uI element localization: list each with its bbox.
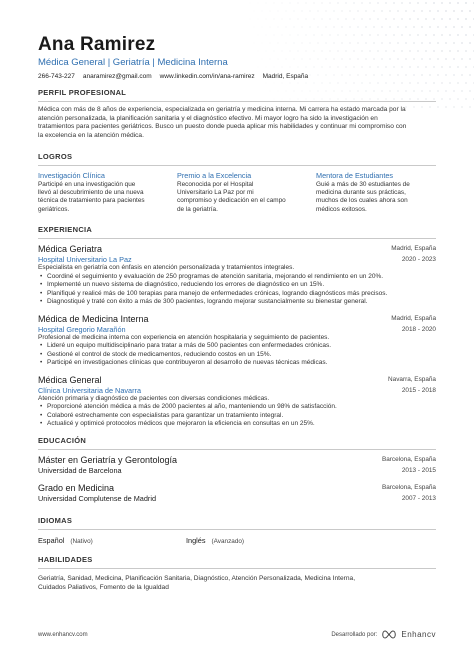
candidate-subtitle: Médica General | Geriatría | Medicina Interna — [38, 57, 228, 68]
job-organization: Clínica Universitaria de Navarra — [38, 385, 142, 395]
section-title: EDUCACIÓN — [38, 436, 436, 450]
achievement-line: compromiso y dedicación en el campo — [177, 197, 286, 205]
location: Madrid, España — [262, 73, 309, 80]
achievement-title: Mentora de Estudiantes — [316, 171, 394, 180]
education-section — [38, 436, 436, 503]
achievement-item — [316, 171, 436, 214]
school: Universidad de Barcelona — [38, 466, 122, 475]
achievement-line: de la geriatría. — [177, 205, 218, 213]
job-entry — [38, 375, 436, 429]
profile-section — [38, 88, 436, 141]
job-title: Médica de Medicina Interna — [38, 313, 149, 324]
footer-url-link[interactable]: www.enhancv.com — [38, 631, 88, 638]
experience-section — [38, 225, 436, 429]
job-dates: 2018 - 2020 — [401, 325, 436, 333]
job-location: Navarra, España — [388, 375, 436, 383]
section-title: LOGROS — [38, 152, 436, 166]
skills-line: Geriatría, Sanidad, Medicina, Planificación Sanitaria, Diagnóstico, Atención Personalizada, Medicina Interna, — [38, 575, 356, 582]
language-name: Inglés — [186, 536, 206, 545]
achievement-line: Guié a más de 30 estudiantes de — [316, 181, 410, 188]
education-location: Barcelona, España — [381, 456, 436, 463]
phone: 266-743-227 — [38, 73, 75, 80]
language-level: (Avanzado) — [211, 538, 245, 545]
skills-line: Cuidados Paliativos, Fomento de la Igualdad — [38, 583, 169, 591]
profile-line: tratamientos para pacientes geriátricos. Busco un puesto donde pueda aplicar mis habilidades y continuar mi compromiso con — [38, 123, 407, 131]
achievement-description — [316, 181, 436, 214]
education-location: Barcelona, España — [381, 484, 436, 491]
achievement-item — [38, 171, 158, 214]
achievement-line: médicos exitosos. — [316, 205, 367, 213]
achievement-description — [38, 181, 158, 214]
profile-line: Médica con más de 8 años de experiencia, especializada en geriatría y medicina interna. Mi carrera ha estado marcada por la — [38, 106, 406, 113]
section-title: PERFIL PROFESIONAL — [38, 88, 436, 102]
footer-logo-text: Enhancv — [401, 630, 436, 639]
job-organization: Hospital Gregorio Marañón — [38, 324, 126, 334]
job-bullet: • Lideré un equipo multidisciplinario para tratar a más de 500 pacientes con enfermedades crónicas. — [38, 342, 436, 351]
job-bullet: • Colaboré estrechamente con especialistas para garantizar un tratamiento integral. — [38, 412, 436, 421]
school: Universidad Complutense de Madrid — [38, 494, 157, 503]
job-title: Médica General — [38, 374, 102, 385]
job-location: Madrid, España — [391, 314, 436, 322]
job-description: Especialista en geriatría con énfasis en atención personalizada y tratamientos integrales. — [38, 264, 295, 271]
achievement-line: Participé en una investigación que — [38, 181, 136, 188]
job-dates: 2015 - 2018 — [401, 386, 436, 394]
linkedin-link[interactable]: www.linkedin.com/in/ana-ramirez — [159, 73, 255, 80]
section-title: IDIOMAS — [38, 516, 436, 530]
candidate-name: Ana Ramirez — [38, 34, 156, 55]
achievement-title: Investigación Clínica — [38, 171, 105, 180]
languages-row — [38, 536, 436, 545]
job-entry — [38, 314, 436, 368]
profile-summary — [38, 106, 436, 141]
resume-header — [38, 34, 438, 81]
profile-line: atención personalizada, la planificación sanitaria y el diagnóstico efectivo. Mi mayor logro ha sido la investigación en — [38, 114, 378, 122]
profile-line: la excelencia en la atención médica. — [38, 132, 144, 140]
education-dates: 2013 - 2015 — [401, 467, 436, 474]
achievement-title: Premio a la Excelencia — [177, 171, 252, 180]
job-bullet: • Proporcioné atención médica a más de 2000 pacientes al año, manteniendo un 98% de satisfacción. — [38, 403, 436, 412]
achievements-row — [38, 171, 436, 214]
job-bullet: • Implementé un nuevo sistema de diagnóstico, reduciendo los errores de diagnóstico en un 15%. — [38, 281, 436, 290]
education-entry — [38, 455, 436, 475]
skills-list — [38, 575, 436, 592]
degree: Grado en Medicina — [38, 483, 115, 493]
language-item — [38, 536, 186, 545]
email-link[interactable]: anaramirez@gmail.com — [82, 73, 152, 80]
footer-built-by: Desarrollado por: — [331, 631, 378, 638]
job-organization: Hospital Universitario La Paz — [38, 255, 132, 264]
job-bullet: • Planifiqué y realicé más de 100 terapias para manejo de enfermedades crónicas, logrando diagnósticos más precisos. — [38, 290, 436, 299]
section-title: HABILIDADES — [38, 555, 436, 569]
enhancv-logo-icon — [381, 630, 397, 639]
language-name: Español — [38, 536, 65, 545]
job-dates: 2020 - 2023 — [401, 256, 436, 263]
achievement-line: medicina durante sus prácticas, — [316, 189, 406, 197]
job-title: Médica Geriatra — [38, 244, 103, 254]
achievement-line: muchos de los cuales ahora son — [316, 197, 408, 205]
achievement-line: Universitario La Paz por mi — [177, 189, 254, 197]
job-bullet: • Diagnostiqué y traté con éxito a más de 300 pacientes, logrando mejorar sustancialmente su bienestar general. — [38, 298, 436, 307]
section-title: EXPERIENCIA — [38, 225, 436, 239]
education-dates: 2007 - 2013 — [401, 495, 436, 502]
job-bullets — [38, 273, 436, 307]
achievement-line: geriátricos. — [38, 205, 70, 213]
achievements-section — [38, 152, 436, 214]
languages-section — [38, 516, 436, 545]
achievement-item — [177, 171, 297, 214]
achievement-description — [177, 181, 297, 214]
education-entry — [38, 483, 436, 503]
job-bullets — [38, 403, 436, 429]
job-bullet: • Gestioné el control de stock de medicamentos, reduciendo costos en un 15%. — [38, 351, 436, 360]
job-bullet: • Coordiné el seguimiento y evaluación de 250 programas de atención sanitaria, mejorando el rendimiento en un 20%. — [38, 273, 436, 282]
job-entry — [38, 244, 436, 307]
job-bullet: • Participé en investigaciones clínicas que contribuyeron al desarrollo de nuevas técnicas médicas. — [38, 359, 436, 368]
achievement-line: Reconocida por el Hospital — [177, 181, 254, 188]
degree: Máster en Geriatría y Gerontología — [38, 455, 178, 465]
contact-line — [38, 72, 438, 81]
achievement-line: llevó al descubrimiento de una nueva — [38, 189, 144, 197]
job-description: Atención primaria y diagnóstico de pacientes con diversas condiciones médicas. — [38, 394, 270, 402]
footer-branding — [331, 630, 436, 639]
job-location: Madrid, España — [391, 245, 436, 252]
job-bullet: • Actualicé y optimicé protocolos médicos que mejoraron la eficiencia en consultas en un 25%. — [38, 420, 436, 429]
job-bullets — [38, 342, 436, 368]
achievement-line: técnica de tratamiento para pacientes — [38, 197, 145, 205]
page-footer — [38, 630, 436, 639]
job-description: Profesional de medicina interna con experiencia en atención hospitalaria y seguimiento de pacientes. — [38, 333, 330, 341]
language-level: (Nativo) — [70, 538, 93, 545]
language-item — [186, 536, 334, 545]
skills-section — [38, 555, 436, 592]
